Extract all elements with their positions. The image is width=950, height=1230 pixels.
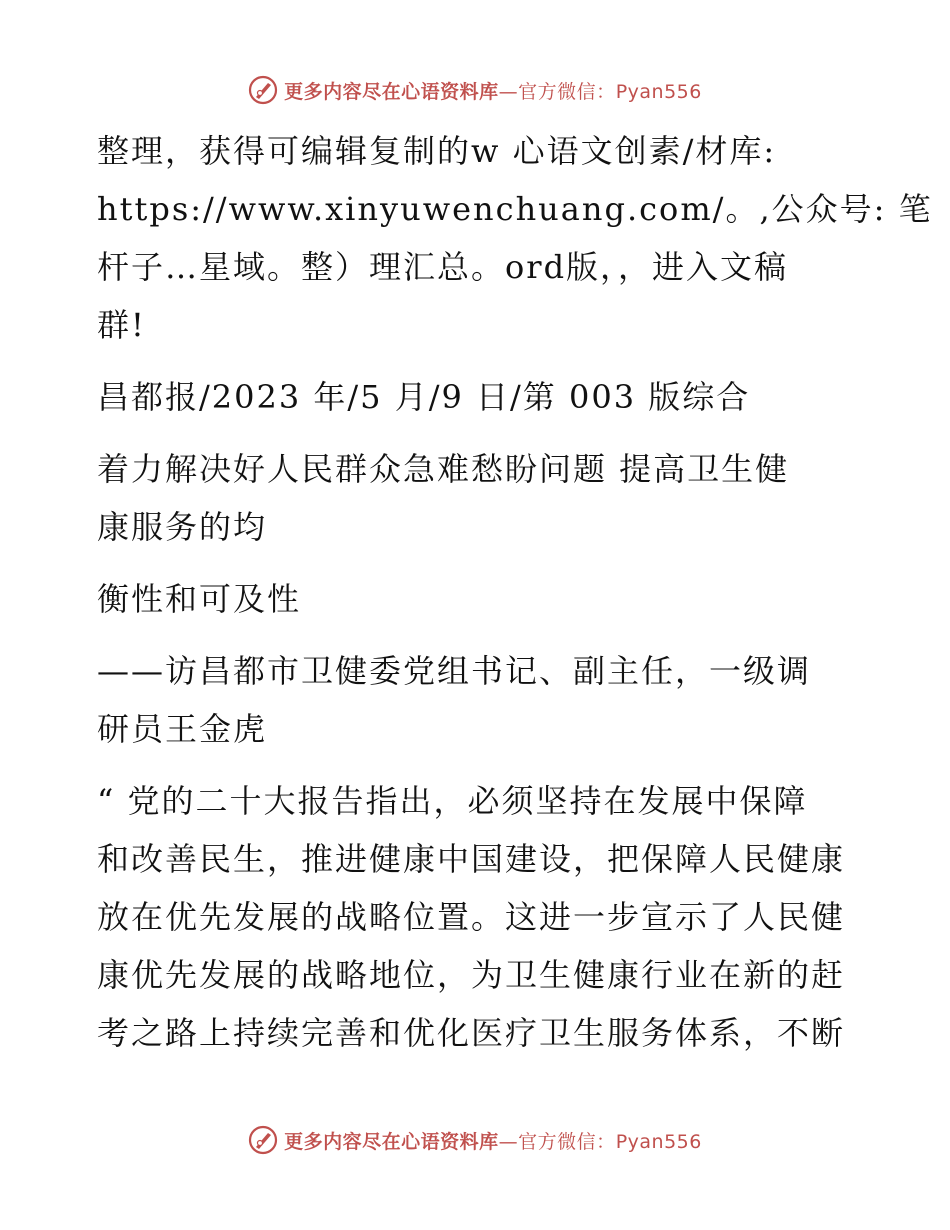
text-line: https://www.xinyuwenchuang.com/。,公众号: 笔 (97, 190, 933, 228)
text-line: 康服务的均 (97, 508, 268, 546)
text-line: 昌都报/2023 年/5 月/9 日/第 003 版综合 (97, 378, 751, 416)
watermark-wechat-id: Pyan556 (615, 80, 702, 103)
text-line: 整理，获得可编辑复制的w 心语文创素/材库: (97, 132, 777, 170)
source-line (97, 368, 857, 426)
header-watermark (0, 70, 950, 110)
text-line: 着力解决好人民群众急难愁盼问题 提高卫生健 (97, 450, 790, 488)
text-line: 衡性和可及性 (97, 580, 302, 618)
body-paragraph (97, 772, 857, 1062)
text-line: “ 党的二十大报告指出，必须坚持在发展中保障 (97, 782, 808, 820)
watermark-separator: — (498, 80, 519, 103)
watermark-wechat-id: Pyan556 (615, 1130, 702, 1153)
text-line: 研员王金虎 (97, 710, 268, 748)
watermark-brand: 更多内容尽在心语资料库 (284, 80, 499, 103)
text-line: ——访昌都市卫健委党组书记、副主任，一级调 (97, 652, 812, 690)
watermark-contact-label: 官方微信： (518, 80, 616, 103)
text-line: 放在优先发展的战略位置。这进一步宣示了人民健 (97, 898, 846, 936)
document-body (97, 122, 933, 1076)
quill-seal-icon (248, 1125, 278, 1155)
watermark-brand: 更多内容尽在心语资料库 (284, 1130, 499, 1153)
watermark-separator: — (498, 1130, 519, 1153)
text-line: 群! (97, 306, 146, 344)
text-line: 和改善民生，推进健康中国建设，把保障人民健康 (97, 840, 846, 878)
intro-paragraph (97, 122, 933, 354)
text-line: 杆子…星域。整）理汇总。ord版，，进入文稿 (97, 248, 789, 286)
article-subtitle (97, 642, 857, 758)
text-line: 康优先发展的战略地位，为卫生健康行业在新的赶 (97, 956, 846, 994)
quill-seal-icon (248, 75, 278, 105)
footer-watermark (0, 1120, 950, 1160)
article-title (97, 440, 857, 556)
article-title-continued (97, 570, 857, 628)
text-line: 考之路上持续完善和优化医疗卫生服务体系，不断 (97, 1014, 846, 1052)
watermark-contact-label: 官方微信： (518, 1130, 616, 1153)
